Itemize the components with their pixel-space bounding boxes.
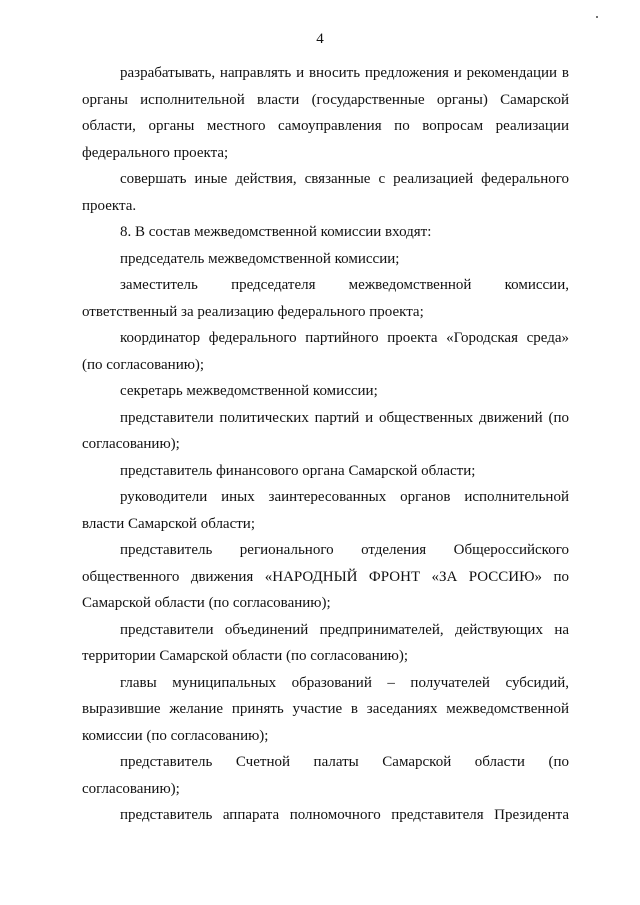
list-item-secretary: секретарь межведомственной комиссии;	[120, 383, 378, 399]
list-item-executive-bodies: руководители иных заинтересованных органов исполнительной власти Самарской области;	[82, 489, 569, 532]
paragraph-composition-heading: 8. В состав межведомственной комиссии входят:	[120, 224, 432, 240]
document-body	[82, 60, 569, 829]
page-number: 4	[316, 31, 324, 47]
list-item-municipal-heads: главы муниципальных образований – получателей субсидий, выразившие желание принять участие в заседаниях межведомственной комиссии (по согласованию);	[82, 674, 569, 744]
list-item-entrepreneur-associations: представители объединений предпринимателей, действующих на территории Самарской области (по согласованию);	[82, 621, 569, 664]
scan-speck	[596, 16, 598, 18]
list-item-political-parties: представители политических партий и общественных движений (по согласованию);	[82, 409, 569, 452]
paragraph-other-actions: совершать иные действия, связанные с реализацией федерального проекта.	[82, 171, 569, 214]
list-item-party-project-coordinator: координатор федерального партийного проекта «Городская среда» (по согласованию);	[82, 330, 569, 373]
list-item-popular-front: представитель регионального отделения Общероссийского общественного движения «НАРОДНЫЙ ФРОНТ «ЗА РОССИЮ» по Самарской области (по согласованию);	[82, 542, 569, 611]
list-item-accounts-chamber: представитель Счетной палаты Самарской области (по согласованию);	[82, 754, 569, 797]
list-item-presidential-envoy: представитель аппарата полномочного представителя Президента	[120, 807, 569, 823]
list-item-deputy-chairman: заместитель председателя межведомственной комиссии, ответственный за реализацию федерального проекта;	[82, 277, 569, 320]
paragraph-proposals: разрабатывать, направлять и вносить предложения и рекомендации в органы исполнительной власти (государственные органы) Самарской области, органы местного самоуправления по вопросам реализации федерального проекта;	[82, 65, 569, 161]
list-item-chairman: председатель межведомственной комиссии;	[120, 250, 400, 267]
list-item-financial-body: представитель финансового органа Самарской области;	[120, 462, 476, 479]
